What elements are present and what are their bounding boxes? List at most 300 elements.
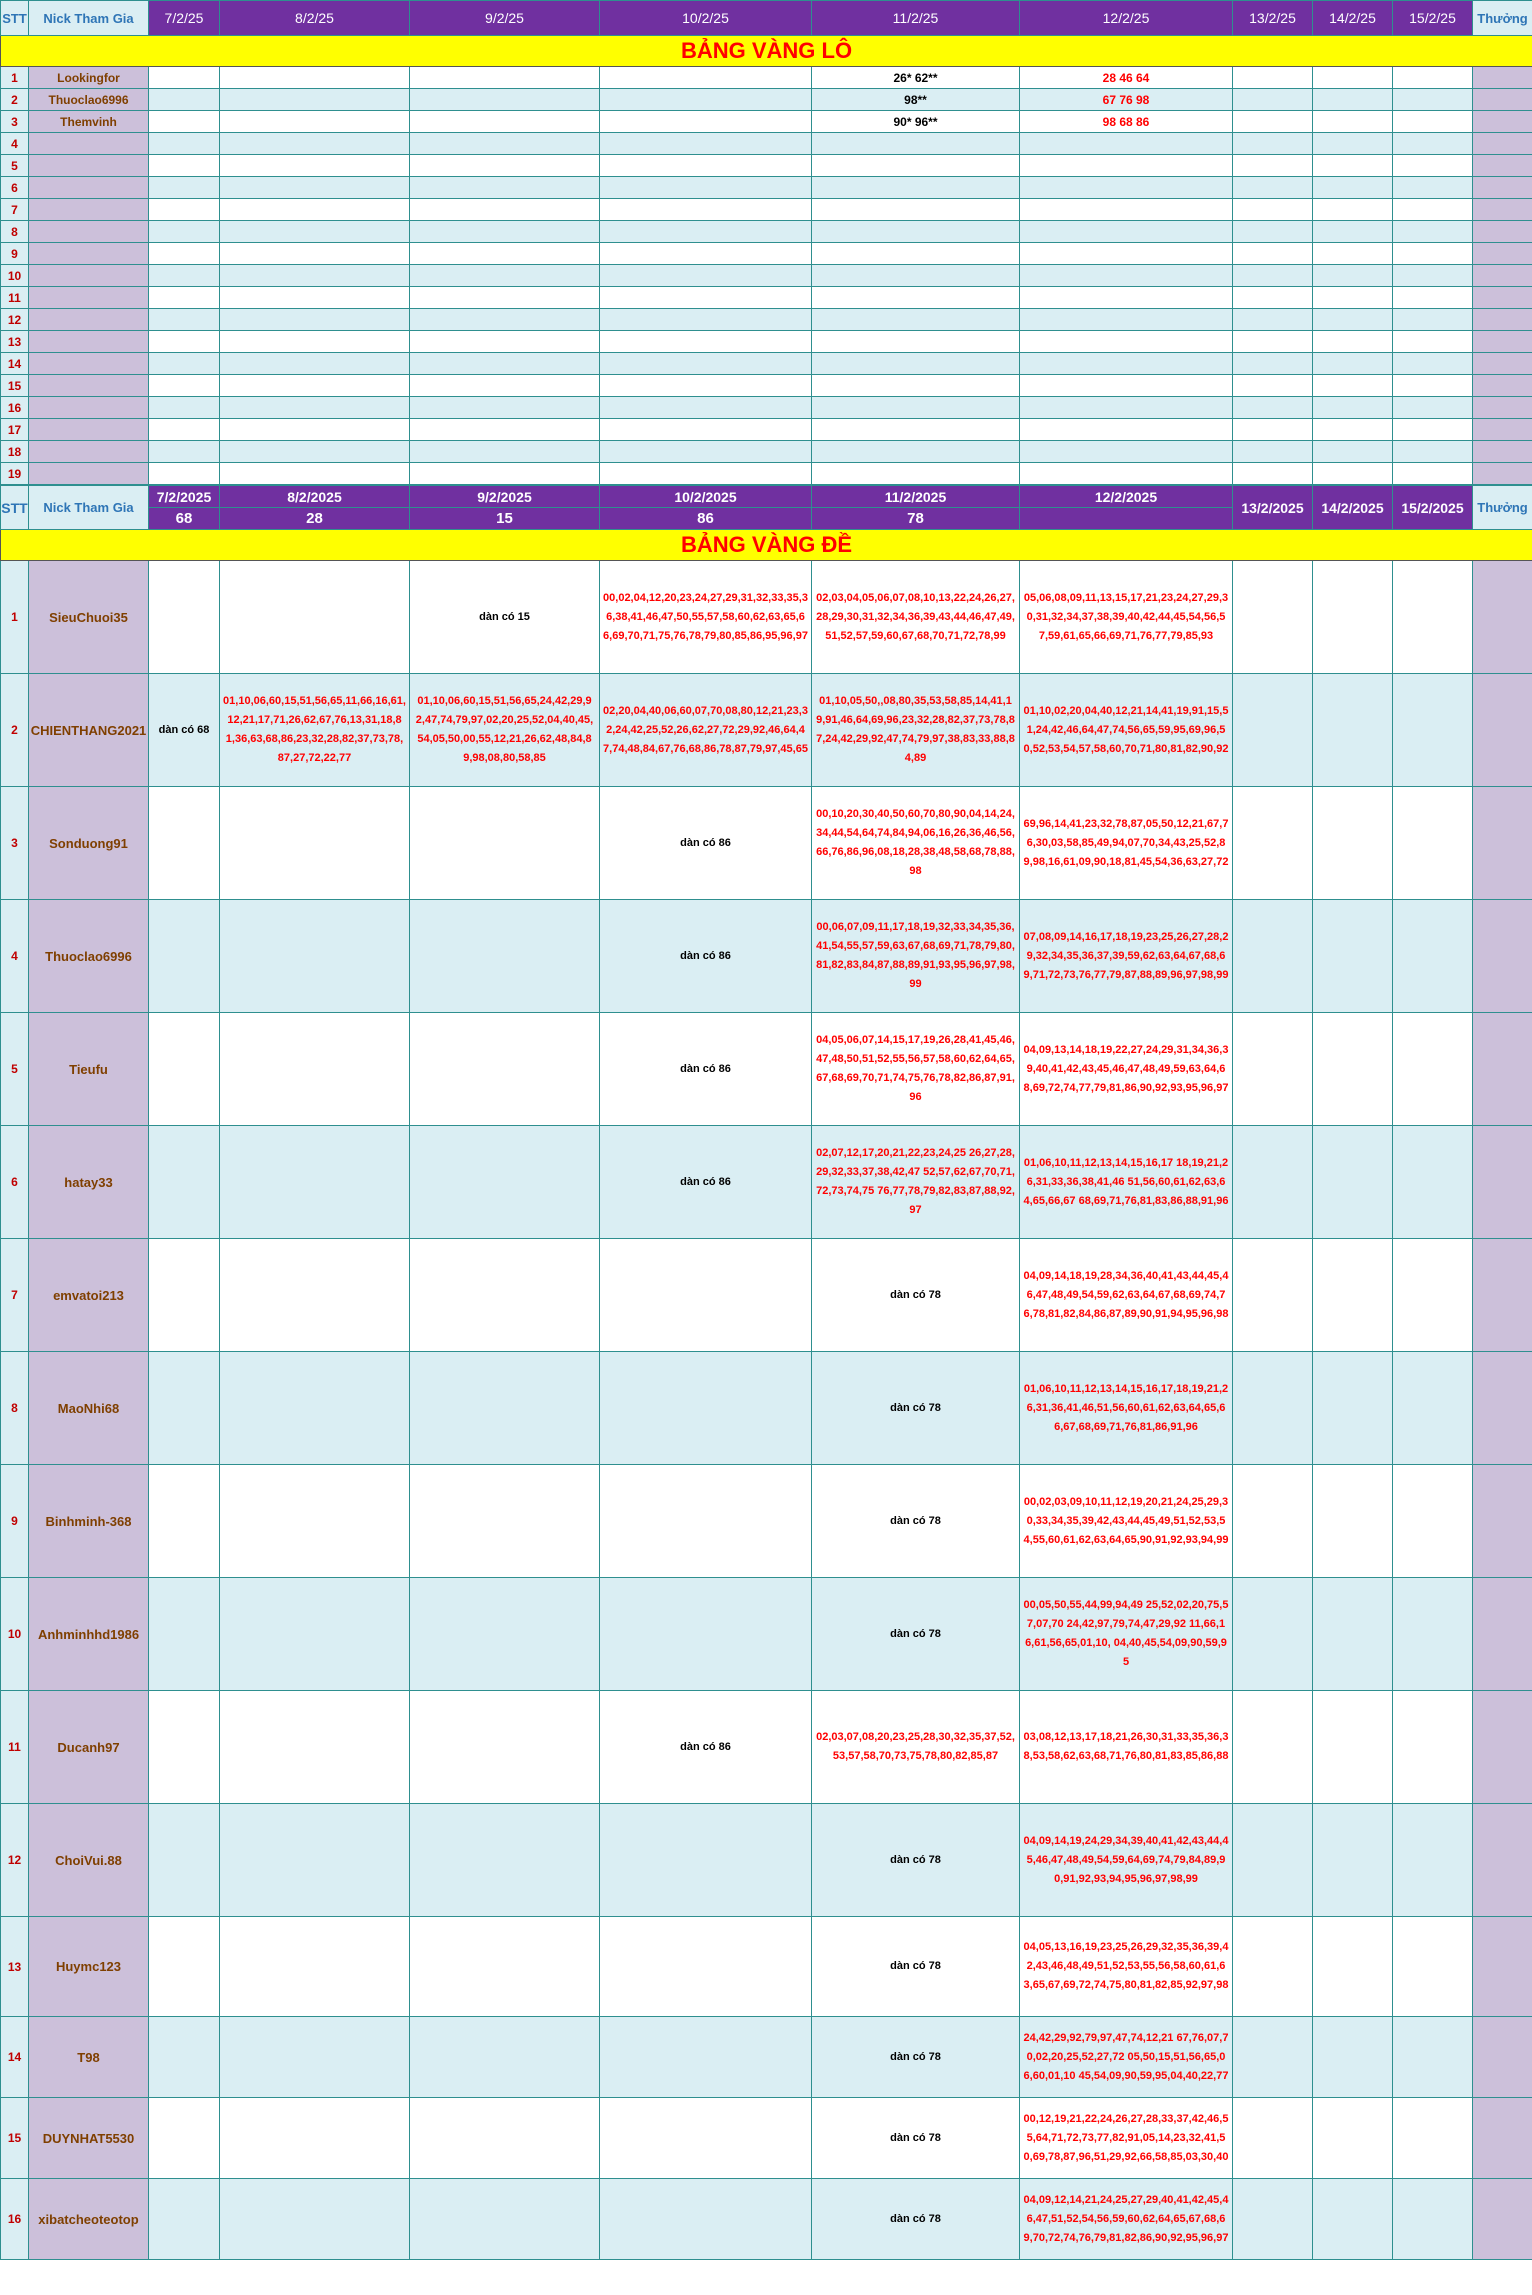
- de-nick-cell: Ducanh97: [29, 1691, 149, 1804]
- lo-stt-cell: 13: [1, 331, 29, 353]
- de-date-header: 8/2/2025: [220, 486, 410, 508]
- de-entry-cell: 00,06,07,09,11,17,18,19,32,33,34,35,36,41,54,55,57,59,63,67,68,69,71,78,79,80,81,82,83,84,87,88,89,91,93,95,96,97,98,99: [812, 900, 1020, 1013]
- de-entry-cell: [410, 1239, 600, 1352]
- de-entry-cell: [1313, 1578, 1393, 1691]
- lo-entry-cell: [1313, 287, 1393, 309]
- de-entry-cell: [220, 2098, 410, 2179]
- lo-stt-cell: 17: [1, 419, 29, 441]
- de-reward-cell: [1473, 1013, 1532, 1126]
- de-reward-cell: [1473, 900, 1532, 1013]
- lo-stt-cell: 16: [1, 397, 29, 419]
- de-entry-cell: 02,03,04,05,06,07,08,10,13,22,24,26,27,28,29,30,31,32,34,36,39,43,44,46,47,49,51,52,57,59,60,67,68,70,71,72,78,99: [812, 561, 1020, 674]
- de-entry-cell: [149, 787, 220, 900]
- lo-entry-cell: [1393, 177, 1473, 199]
- lo-entry-cell: [149, 353, 220, 375]
- lo-stt-cell: 5: [1, 155, 29, 177]
- lo-row: [1, 309, 1532, 331]
- lo-entry-cell: [149, 331, 220, 353]
- lo-reward-cell: [1473, 67, 1532, 89]
- de-nick-cell: Sonduong91: [29, 787, 149, 900]
- de-entry-cell: 02,03,07,08,20,23,25,28,30,32,35,37,52,53,57,58,70,73,75,78,80,82,85,87: [812, 1691, 1020, 1804]
- lo-entry-cell: [220, 353, 410, 375]
- de-nick-cell: hatay33: [29, 1126, 149, 1239]
- de-reward-cell: [1473, 1578, 1532, 1691]
- lo-entry-cell: [149, 155, 220, 177]
- de-entry-cell: [1233, 900, 1313, 1013]
- de-reward-header: Thưởng: [1473, 486, 1532, 530]
- de-entry-cell: [1313, 1013, 1393, 1126]
- de-stt-cell: 2: [1, 674, 29, 787]
- lo-nick-cell: Thuoclao6996: [29, 89, 149, 111]
- lo-entry-cell: [220, 331, 410, 353]
- lo-entry-cell: [1313, 463, 1393, 485]
- lo-entry-cell: [1313, 199, 1393, 221]
- lo-entry-cell: [220, 133, 410, 155]
- de-entry-cell: 04,09,14,18,19,28,34,36,40,41,43,44,45,46,47,48,49,54,59,62,63,64,67,68,69,74,76,78,81,82,84,86,87,89,90,91,94,95,96,98: [1020, 1239, 1233, 1352]
- lo-entry-cell: [1313, 133, 1393, 155]
- lo-entry-cell: 26* 62**: [812, 67, 1020, 89]
- lo-nick-cell: Themvinh: [29, 111, 149, 133]
- lo-entry-cell: [812, 353, 1020, 375]
- lo-entry-cell: [1393, 243, 1473, 265]
- lo-date-header: 15/2/25: [1393, 1, 1473, 36]
- de-entry-cell: [1393, 1578, 1473, 1691]
- de-entry-cell: [220, 1352, 410, 1465]
- de-entry-cell: [1393, 1465, 1473, 1578]
- de-entry-cell: [1393, 1239, 1473, 1352]
- lo-reward-cell: [1473, 265, 1532, 287]
- de-entry-cell: [1233, 1691, 1313, 1804]
- lo-entry-cell: [1393, 133, 1473, 155]
- de-entry-cell: [220, 787, 410, 900]
- de-entry-cell: [1393, 1352, 1473, 1465]
- lo-entry-cell: 28 46 64: [1020, 67, 1233, 89]
- lo-entry-cell: [1020, 155, 1233, 177]
- lo-entry-cell: [149, 199, 220, 221]
- de-entry-cell: 05,06,08,09,11,13,15,17,21,23,24,27,29,30,31,32,34,37,38,39,40,42,44,45,54,56,57,59,61,65,66,69,71,76,77,79,85,93: [1020, 561, 1233, 674]
- lo-row: [1, 463, 1532, 485]
- lo-entry-cell: [812, 287, 1020, 309]
- de-entry-cell: [410, 900, 600, 1013]
- lo-stt-cell: 18: [1, 441, 29, 463]
- lo-entry-cell: [1313, 309, 1393, 331]
- de-stt-cell: 11: [1, 1691, 29, 1804]
- lo-reward-cell: [1473, 463, 1532, 485]
- lo-entry-cell: [149, 243, 220, 265]
- lo-entry-cell: [1393, 111, 1473, 133]
- lo-entry-cell: [1313, 177, 1393, 199]
- de-entry-cell: [149, 1804, 220, 1917]
- lo-row: [1, 67, 1532, 89]
- lo-nick-cell: Lookingfor: [29, 67, 149, 89]
- de-row: [1, 1126, 1532, 1239]
- lo-entry-cell: [410, 463, 600, 485]
- lo-row: [1, 89, 1532, 111]
- lo-entry-cell: [600, 155, 812, 177]
- lo-stt-cell: 11: [1, 287, 29, 309]
- lo-entry-cell: [410, 331, 600, 353]
- lo-entry-cell: [410, 243, 600, 265]
- de-row: [1, 1691, 1532, 1804]
- de-reward-cell: [1473, 1804, 1532, 1917]
- lo-entry-cell: [410, 221, 600, 243]
- de-nick-cell: Huymc123: [29, 1917, 149, 2017]
- lo-entry-cell: [1233, 221, 1313, 243]
- lo-entry-cell: [410, 67, 600, 89]
- de-entry-cell: dàn có 78: [812, 1917, 1020, 2017]
- de-row: [1, 2098, 1532, 2179]
- de-row: [1, 2179, 1532, 2260]
- de-nick-cell: ChoiVui.88: [29, 1804, 149, 1917]
- lo-entry-cell: [149, 221, 220, 243]
- de-entry-cell: [1233, 674, 1313, 787]
- lo-entry-cell: [600, 133, 812, 155]
- de-entry-cell: [410, 1013, 600, 1126]
- de-entry-cell: [600, 1804, 812, 1917]
- de-stt-cell: 10: [1, 1578, 29, 1691]
- de-nick-header: Nick Tham Gia: [29, 486, 149, 530]
- lo-nick-cell: [29, 265, 149, 287]
- de-entry-cell: [1233, 561, 1313, 674]
- de-stt-cell: 13: [1, 1917, 29, 2017]
- de-entry-cell: [1313, 2098, 1393, 2179]
- lo-entry-cell: [1020, 419, 1233, 441]
- de-result: 78: [812, 508, 1020, 530]
- lo-date-header: 11/2/25: [812, 1, 1020, 36]
- de-entry-cell: dàn có 78: [812, 1804, 1020, 1917]
- lo-stt-cell: 9: [1, 243, 29, 265]
- lo-reward-cell: [1473, 111, 1532, 133]
- lo-entry-cell: [600, 287, 812, 309]
- de-nick-cell: MaoNhi68: [29, 1352, 149, 1465]
- de-entry-cell: dàn có 68: [149, 674, 220, 787]
- lo-entry-cell: [149, 309, 220, 331]
- lo-entry-cell: [1233, 243, 1313, 265]
- de-entry-cell: [1393, 787, 1473, 900]
- lo-entry-cell: [1020, 221, 1233, 243]
- lo-stt-cell: 4: [1, 133, 29, 155]
- de-reward-cell: [1473, 1917, 1532, 2017]
- de-nick-cell: DUYNHAT5530: [29, 2098, 149, 2179]
- de-entry-cell: [600, 1465, 812, 1578]
- de-entry-cell: [600, 1239, 812, 1352]
- lo-entry-cell: [1313, 111, 1393, 133]
- de-entry-cell: [410, 1578, 600, 1691]
- lo-entry-cell: [410, 133, 600, 155]
- lo-entry-cell: [220, 155, 410, 177]
- lo-entry-cell: [220, 375, 410, 397]
- de-entry-cell: [1233, 1804, 1313, 1917]
- de-nick-cell: emvatoi213: [29, 1239, 149, 1352]
- lo-entry-cell: [410, 353, 600, 375]
- lo-row: [1, 111, 1532, 133]
- de-stt-cell: 9: [1, 1465, 29, 1578]
- lo-entry-cell: 67 76 98: [1020, 89, 1233, 111]
- lo-entry-cell: [812, 155, 1020, 177]
- lo-entry-cell: [220, 199, 410, 221]
- de-entry-cell: [410, 1804, 600, 1917]
- de-entry-cell: [1233, 1013, 1313, 1126]
- lo-entry-cell: [1393, 419, 1473, 441]
- de-entry-cell: 01,06,10,11,12,13,14,15,16,17 18,19,21,26,31,33,36,38,41,46 51,56,60,61,62,63,64,65,66,67 68,69,71,76,81,83,86,88,91,96: [1020, 1126, 1233, 1239]
- lo-stt-cell: 8: [1, 221, 29, 243]
- de-entry-cell: dàn có 78: [812, 2179, 1020, 2260]
- de-entry-cell: dàn có 78: [812, 1465, 1020, 1578]
- de-reward-cell: [1473, 1126, 1532, 1239]
- de-title: BẢNG VÀNG ĐỀ: [1, 530, 1532, 561]
- lo-reward-cell: [1473, 419, 1532, 441]
- de-entry-cell: dàn có 78: [812, 2098, 1020, 2179]
- de-entry-cell: [1393, 1013, 1473, 1126]
- de-entry-cell: [1233, 1578, 1313, 1691]
- lo-nick-cell: [29, 419, 149, 441]
- lo-nick-cell: [29, 309, 149, 331]
- de-entry-cell: dàn có 86: [600, 1126, 812, 1239]
- de-row: [1, 1465, 1532, 1578]
- de-entry-cell: [220, 1804, 410, 1917]
- de-entry-cell: dàn có 78: [812, 1352, 1020, 1465]
- de-entry-cell: [149, 561, 220, 674]
- lo-stt-cell: 7: [1, 199, 29, 221]
- de-entry-cell: [1313, 787, 1393, 900]
- lo-entry-cell: [1233, 89, 1313, 111]
- lo-nick-cell: [29, 441, 149, 463]
- de-row: [1, 1352, 1532, 1465]
- lo-nick-cell: [29, 375, 149, 397]
- de-entry-cell: [600, 2179, 812, 2260]
- de-entry-cell: [220, 1239, 410, 1352]
- de-entry-cell: [220, 900, 410, 1013]
- de-stt-cell: 5: [1, 1013, 29, 1126]
- lo-entry-cell: [149, 265, 220, 287]
- de-entry-cell: [220, 561, 410, 674]
- lo-entry-cell: [1233, 441, 1313, 463]
- de-row: [1, 900, 1532, 1013]
- de-entry-cell: [410, 1691, 600, 1804]
- de-nick-cell: xibatcheoteotop: [29, 2179, 149, 2260]
- lo-entry-cell: [1313, 265, 1393, 287]
- de-entry-cell: [149, 1013, 220, 1126]
- de-reward-cell: [1473, 1239, 1532, 1352]
- de-entry-cell: [1233, 2098, 1313, 2179]
- de-entry-cell: [600, 1917, 812, 2017]
- lo-entry-cell: [149, 419, 220, 441]
- lo-entry-cell: [220, 309, 410, 331]
- de-entry-cell: [1313, 2017, 1393, 2098]
- lo-entry-cell: [600, 463, 812, 485]
- lo-entry-cell: [1020, 265, 1233, 287]
- lo-stt-cell: 2: [1, 89, 29, 111]
- de-entry-cell: [220, 1917, 410, 2017]
- lo-entry-cell: [1393, 221, 1473, 243]
- de-entry-cell: 00,12,19,21,22,24,26,27,28,33,37,42,46,55,64,71,72,73,77,82,91,05,14,23,32,41,50,69,78,87,96,51,29,92,66,58,85,03,30,40: [1020, 2098, 1233, 2179]
- de-entry-cell: 00,10,20,30,40,50,60,70,80,90,04,14,24,34,44,54,64,74,84,94,06,16,26,36,46,56,66,76,86,96,08,18,28,38,48,58,68,78,88,98: [812, 787, 1020, 900]
- de-entry-cell: [1393, 2098, 1473, 2179]
- lo-entry-cell: [1393, 265, 1473, 287]
- de-result: 28: [220, 508, 410, 530]
- de-stt-cell: 15: [1, 2098, 29, 2179]
- lo-entry-cell: [410, 111, 600, 133]
- lo-entry-cell: [1393, 199, 1473, 221]
- de-entry-cell: 00,02,04,12,20,23,24,27,29,31,32,33,35,36,38,41,46,47,50,55,57,58,60,62,63,65,66,69,70,71,75,76,78,79,80,85,86,95,96,97: [600, 561, 812, 674]
- de-row: [1, 1804, 1532, 1917]
- de-entry-cell: [1393, 900, 1473, 1013]
- lo-entry-cell: [410, 89, 600, 111]
- de-entry-cell: [1313, 1239, 1393, 1352]
- lo-row: [1, 353, 1532, 375]
- de-stt-cell: 12: [1, 1804, 29, 1917]
- de-date-header: 12/2/2025: [1020, 486, 1233, 508]
- de-reward-cell: [1473, 561, 1532, 674]
- lo-reward-cell: [1473, 155, 1532, 177]
- de-entry-cell: [410, 1352, 600, 1465]
- lo-entry-cell: [1233, 265, 1313, 287]
- de-entry-cell: [149, 1578, 220, 1691]
- lo-date-header: 14/2/25: [1313, 1, 1393, 36]
- de-reward-cell: [1473, 674, 1532, 787]
- lo-entry-cell: [1313, 67, 1393, 89]
- lo-nick-cell: [29, 331, 149, 353]
- lo-row: [1, 265, 1532, 287]
- lo-entry-cell: [1393, 89, 1473, 111]
- lo-entry-cell: [1233, 67, 1313, 89]
- de-entry-cell: [1393, 1691, 1473, 1804]
- de-result: [1020, 508, 1233, 530]
- de-entry-cell: [1233, 1465, 1313, 1578]
- de-entry-cell: dàn có 78: [812, 1239, 1020, 1352]
- lo-entry-cell: [1233, 199, 1313, 221]
- de-reward-cell: [1473, 787, 1532, 900]
- lo-entry-cell: [1313, 331, 1393, 353]
- de-date-header: 14/2/2025: [1313, 486, 1393, 530]
- de-entry-cell: 04,09,13,14,18,19,22,27,24,29,31,34,36,39,40,41,42,43,45,46,47,48,49,59,63,64,68,69,72,74,77,79,81,86,90,92,93,95,96,97: [1020, 1013, 1233, 1126]
- lo-entry-cell: [812, 375, 1020, 397]
- de-entry-cell: [149, 2017, 220, 2098]
- lo-nick-cell: [29, 221, 149, 243]
- de-entry-cell: 04,09,12,14,21,24,25,27,29,40,41,42,45,46,47,51,52,54,56,59,60,62,64,65,67,68,69,70,72,74,76,79,81,82,86,90,92,95,96,97: [1020, 2179, 1233, 2260]
- lo-entry-cell: [1313, 375, 1393, 397]
- lo-entry-cell: [410, 199, 600, 221]
- de-entry-cell: 01,10,05,50,,08,80,35,53,58,85,14,41,19,91,46,64,69,96,23,32,28,82,37,73,78,87,24,42,29,92,47,74,79,97,38,83,33,88,84,89: [812, 674, 1020, 787]
- de-stt-cell: 3: [1, 787, 29, 900]
- lo-entry-cell: [1233, 309, 1313, 331]
- de-entry-cell: 02,20,04,40,06,60,07,70,08,80,12,21,23,32,24,42,25,52,26,62,27,72,29,92,46,64,47,74,48,84,67,76,68,86,78,87,79,97,45,65: [600, 674, 812, 787]
- lo-entry-cell: 98**: [812, 89, 1020, 111]
- de-entry-cell: [410, 1465, 600, 1578]
- lo-row: [1, 199, 1532, 221]
- lo-entry-cell: [149, 177, 220, 199]
- lo-entry-cell: [1393, 309, 1473, 331]
- lo-entry-cell: [1233, 177, 1313, 199]
- de-nick-cell: Binhminh-368: [29, 1465, 149, 1578]
- de-row: [1, 1013, 1532, 1126]
- lo-entry-cell: [410, 375, 600, 397]
- lo-row: [1, 287, 1532, 309]
- lo-entry-cell: [1020, 375, 1233, 397]
- lo-row: [1, 419, 1532, 441]
- de-nick-cell: Anhminhhd1986: [29, 1578, 149, 1691]
- de-entry-cell: [149, 1239, 220, 1352]
- de-entry-cell: 02,07,12,17,20,21,22,23,24,25 26,27,28,29,32,33,37,38,42,47 52,57,62,67,70,71,72,73,74,75 76,77,78,79,82,83,87,88,92,97: [812, 1126, 1020, 1239]
- de-stt-cell: 4: [1, 900, 29, 1013]
- lo-nick-cell: [29, 199, 149, 221]
- lo-reward-cell: [1473, 353, 1532, 375]
- lo-date-header: 10/2/25: [600, 1, 812, 36]
- lo-reward-cell: [1473, 375, 1532, 397]
- lo-entry-cell: [600, 243, 812, 265]
- de-entry-cell: [1313, 900, 1393, 1013]
- de-entry-cell: [1233, 1352, 1313, 1465]
- lo-entry-cell: [600, 331, 812, 353]
- de-stt-cell: 1: [1, 561, 29, 674]
- lo-entry-cell: [149, 397, 220, 419]
- lo-entry-cell: [812, 133, 1020, 155]
- de-entry-cell: [149, 900, 220, 1013]
- lo-nick-cell: [29, 287, 149, 309]
- de-table: [0, 485, 1532, 2260]
- lo-entry-cell: [1393, 397, 1473, 419]
- lo-entry-cell: [410, 309, 600, 331]
- lo-stt-cell: 19: [1, 463, 29, 485]
- de-entry-cell: [1313, 2179, 1393, 2260]
- lo-entry-cell: [410, 265, 600, 287]
- de-entry-cell: [149, 1465, 220, 1578]
- lo-entry-cell: [1233, 353, 1313, 375]
- de-entry-cell: [220, 1013, 410, 1126]
- de-entry-cell: 01,10,06,60,15,51,56,65,24,42,29,92,47,74,79,97,02,20,25,52,04,40,45,54,05,50,00,55,12,21,26,62,48,84,89,98,08,80,58,85: [410, 674, 600, 787]
- lo-entry-cell: [1020, 309, 1233, 331]
- lo-entry-cell: [1393, 353, 1473, 375]
- de-date-header: 10/2/2025: [600, 486, 812, 508]
- lo-reward-cell: [1473, 89, 1532, 111]
- de-entry-cell: [1313, 1804, 1393, 1917]
- lo-entry-cell: [812, 177, 1020, 199]
- lo-entry-cell: [600, 353, 812, 375]
- lo-reward-cell: [1473, 331, 1532, 353]
- de-row: [1, 561, 1532, 674]
- lo-entry-cell: [149, 287, 220, 309]
- lo-date-header: 12/2/25: [1020, 1, 1233, 36]
- lo-entry-cell: [1393, 441, 1473, 463]
- lo-entry-cell: [812, 419, 1020, 441]
- de-stt-cell: 8: [1, 1352, 29, 1465]
- lo-stt-header: STT: [1, 1, 29, 36]
- lo-stt-cell: 12: [1, 309, 29, 331]
- lo-entry-cell: [220, 265, 410, 287]
- lo-entry-cell: [600, 309, 812, 331]
- de-result: 86: [600, 508, 812, 530]
- de-entry-cell: dàn có 78: [812, 2017, 1020, 2098]
- de-entry-cell: [600, 1578, 812, 1691]
- lo-entry-cell: [600, 221, 812, 243]
- lo-entry-cell: [1233, 419, 1313, 441]
- de-entry-cell: [410, 2179, 600, 2260]
- de-entry-cell: [1313, 1465, 1393, 1578]
- lo-date-header: 13/2/25: [1233, 1, 1313, 36]
- de-entry-cell: [410, 787, 600, 900]
- de-entry-cell: [220, 1126, 410, 1239]
- lo-entry-cell: [1020, 177, 1233, 199]
- lo-entry-cell: [220, 419, 410, 441]
- lo-nick-cell: [29, 155, 149, 177]
- lo-entry-cell: [600, 375, 812, 397]
- de-entry-cell: 01,10,06,60,15,51,56,65,11,66,16,61,12,21,17,71,26,62,67,76,13,31,18,81,36,63,68,86,23,32,28,82,37,73,78,87,27,72,22,77: [220, 674, 410, 787]
- lo-row: [1, 221, 1532, 243]
- lo-reward-cell: [1473, 287, 1532, 309]
- de-row: [1, 787, 1532, 900]
- lo-reward-cell: [1473, 177, 1532, 199]
- lo-entry-cell: [149, 111, 220, 133]
